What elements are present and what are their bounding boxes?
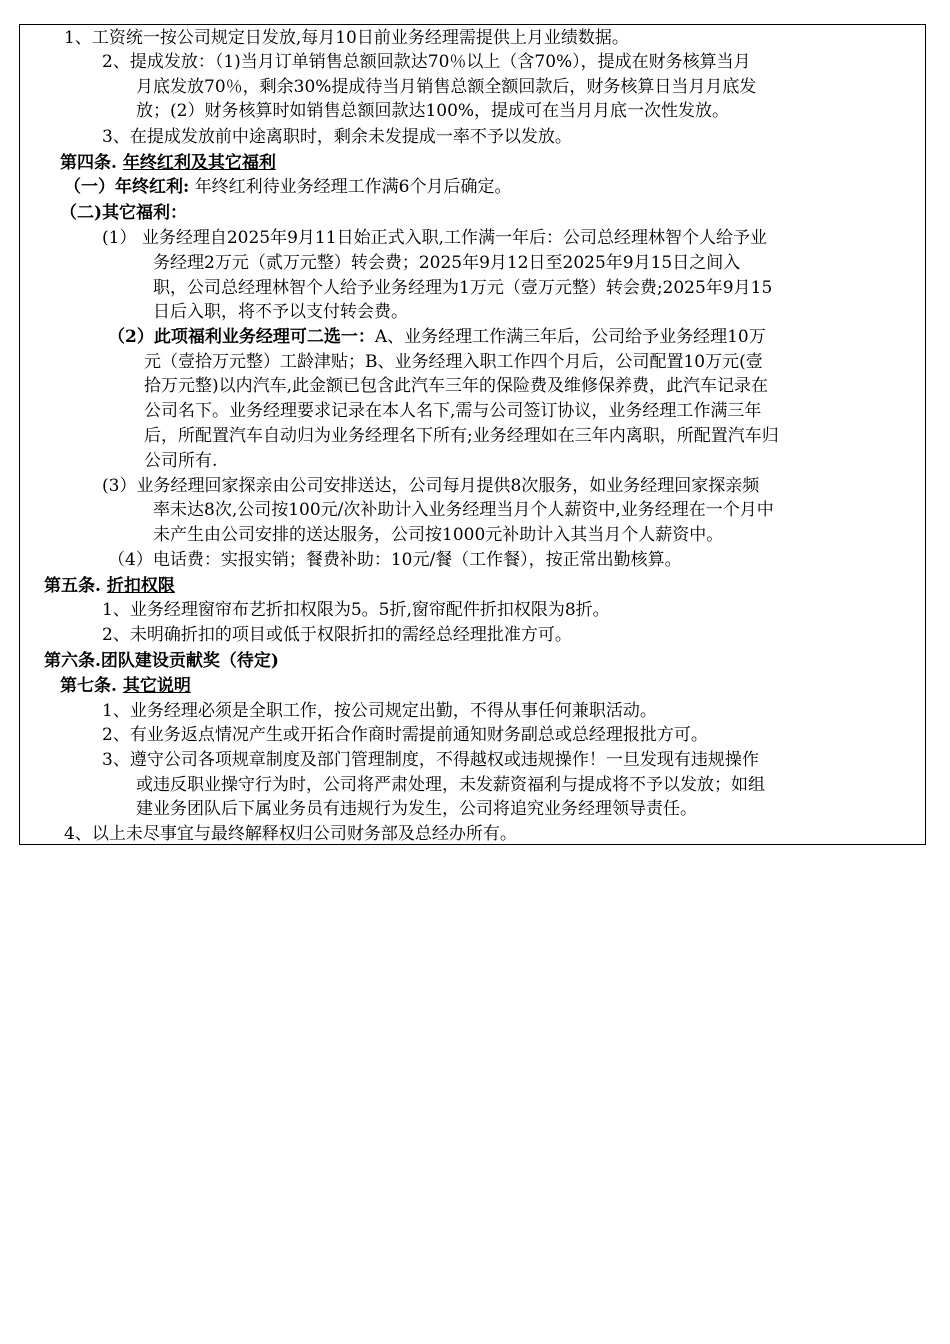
clause-line: 2、提成发放：（1)当月订单销售总额回款达70％以上（含70%），提成在财务核算当月	[102, 52, 751, 72]
subsection-label: （一）年终红利:	[64, 177, 190, 197]
clause-line: 未产生由公司安排的送达服务，公司按1000元补助计入其当月个人薪资中。	[153, 525, 724, 545]
clause-line: （4）电话费：实报实销；餐费补助：10元/餐（工作餐），按正常出勤核算。	[108, 550, 682, 570]
clause-line: 日后入职，将不予以支付转会费。	[153, 302, 408, 322]
section-title: 其它说明	[122, 676, 191, 696]
clause-line: 拾万元整)以内汽车,此金额已包含此汽车三年的保险费及维修保养费，此汽车记录在	[144, 376, 769, 396]
benefit-option-label: （2）此项福利业务经理可二选一：	[108, 327, 375, 347]
clause-line: 1、工资统一按公司规定日发放,每月10日前业务经理需提供上月业绩数据。	[64, 28, 629, 48]
subsection-other-benefits: （二)其它福利：	[60, 203, 188, 223]
section-title: 年终红利及其它福利	[122, 153, 276, 173]
clause-line: 月底发放70％，剩余30%提成待当月销售总额全额回款后，财务核算日当月月底发	[136, 77, 757, 97]
clause-line: 2、未明确折扣的项目或低于权限折扣的需经总经理批准方可。	[102, 625, 572, 645]
clause-line: 3、在提成发放前中途离职时，剩余未发提成一率不予以发放。	[102, 127, 572, 147]
section-heading-4	[60, 151, 276, 175]
section-number: 第五条.	[44, 576, 101, 596]
clause-line: 公司名下。业务经理要求记录在本人名下,需与公司签订协议，业务经理工作满三年	[144, 401, 762, 421]
section-heading-7	[60, 674, 191, 698]
clause-line: 公司所有.	[144, 451, 218, 471]
subsection-year-end-bonus	[64, 175, 512, 199]
clause-line: 或违反职业操守行为时，公司将严肃处理，未发薪资福利与提成将不予以发放；如组	[136, 775, 765, 795]
clause-line: 建业务团队后下属业务员有违规行为发生，公司将追究业务经理领导责任。	[136, 799, 697, 819]
clause-line: 3、遵守公司各项规章制度及部门管理制度，不得越权或违规操作！一旦发现有违规操作	[102, 750, 759, 770]
clause-line: 2、有业务返点情况产生或开拓合作商时需提前通知财务副总或总经理报批方可。	[102, 725, 708, 745]
benefit-option-text: A、业务经理工作满三年后，公司给予业务经理10万	[374, 327, 766, 347]
clause-line: 放；(2）财务核算时如销售总额回款达100%，提成可在当月月底一次性发放。	[136, 101, 730, 121]
clause-line: 1、业务经理必须是全职工作，按公司规定出勤，不得从事任何兼职活动。	[102, 701, 657, 721]
section-heading-6: 第六条.团队建设贡献奖（待定)	[44, 651, 279, 671]
clause-line: 务经理2万元（贰万元整）转会费；2025年9月12日至2025年9月15日之间入	[153, 253, 741, 273]
clause-line: 率未达8次,公司按100元/次补助计入业务经理当月个人薪资中,业务经理在一个月中	[153, 500, 774, 520]
clause-line: 元（壹拾万元整）工龄津贴；B、业务经理入职工作四个月后，公司配置10万元(壹	[144, 352, 763, 372]
benefit-option-line	[108, 325, 766, 349]
section-number: 第七条.	[60, 676, 117, 696]
clause-line: 1、业务经理窗帘布艺折扣权限为5。5折,窗帘配件折扣权限为8折。	[102, 600, 610, 620]
clause-line: (3）业务经理回家探亲由公司安排送达，公司每月提供8次服务，如业务经理回家探亲频	[102, 476, 760, 496]
clause-line: 后，所配置汽车自动归为业务经理名下所有;业务经理如在三年内离职，所配置汽车归	[144, 426, 779, 446]
section-number: 第四条.	[60, 153, 117, 173]
section-title: 折扣权限	[106, 576, 175, 596]
subsection-text: 年终红利待业务经理工作满6个月后确定。	[194, 177, 512, 197]
section-heading-5	[44, 574, 175, 598]
clause-line: 4、以上未尽事宜与最终解释权归公司财务部及总经办所有。	[64, 824, 517, 844]
clause-line: 职，公司总经理林智个人给予业务经理为1万元（壹万元整）转会费;2025年9月15	[153, 278, 773, 298]
clause-line: (1） 业务经理自2025年9月11日始正式入职,工作满一年后：公司总经理林智个人给予业	[102, 228, 767, 248]
